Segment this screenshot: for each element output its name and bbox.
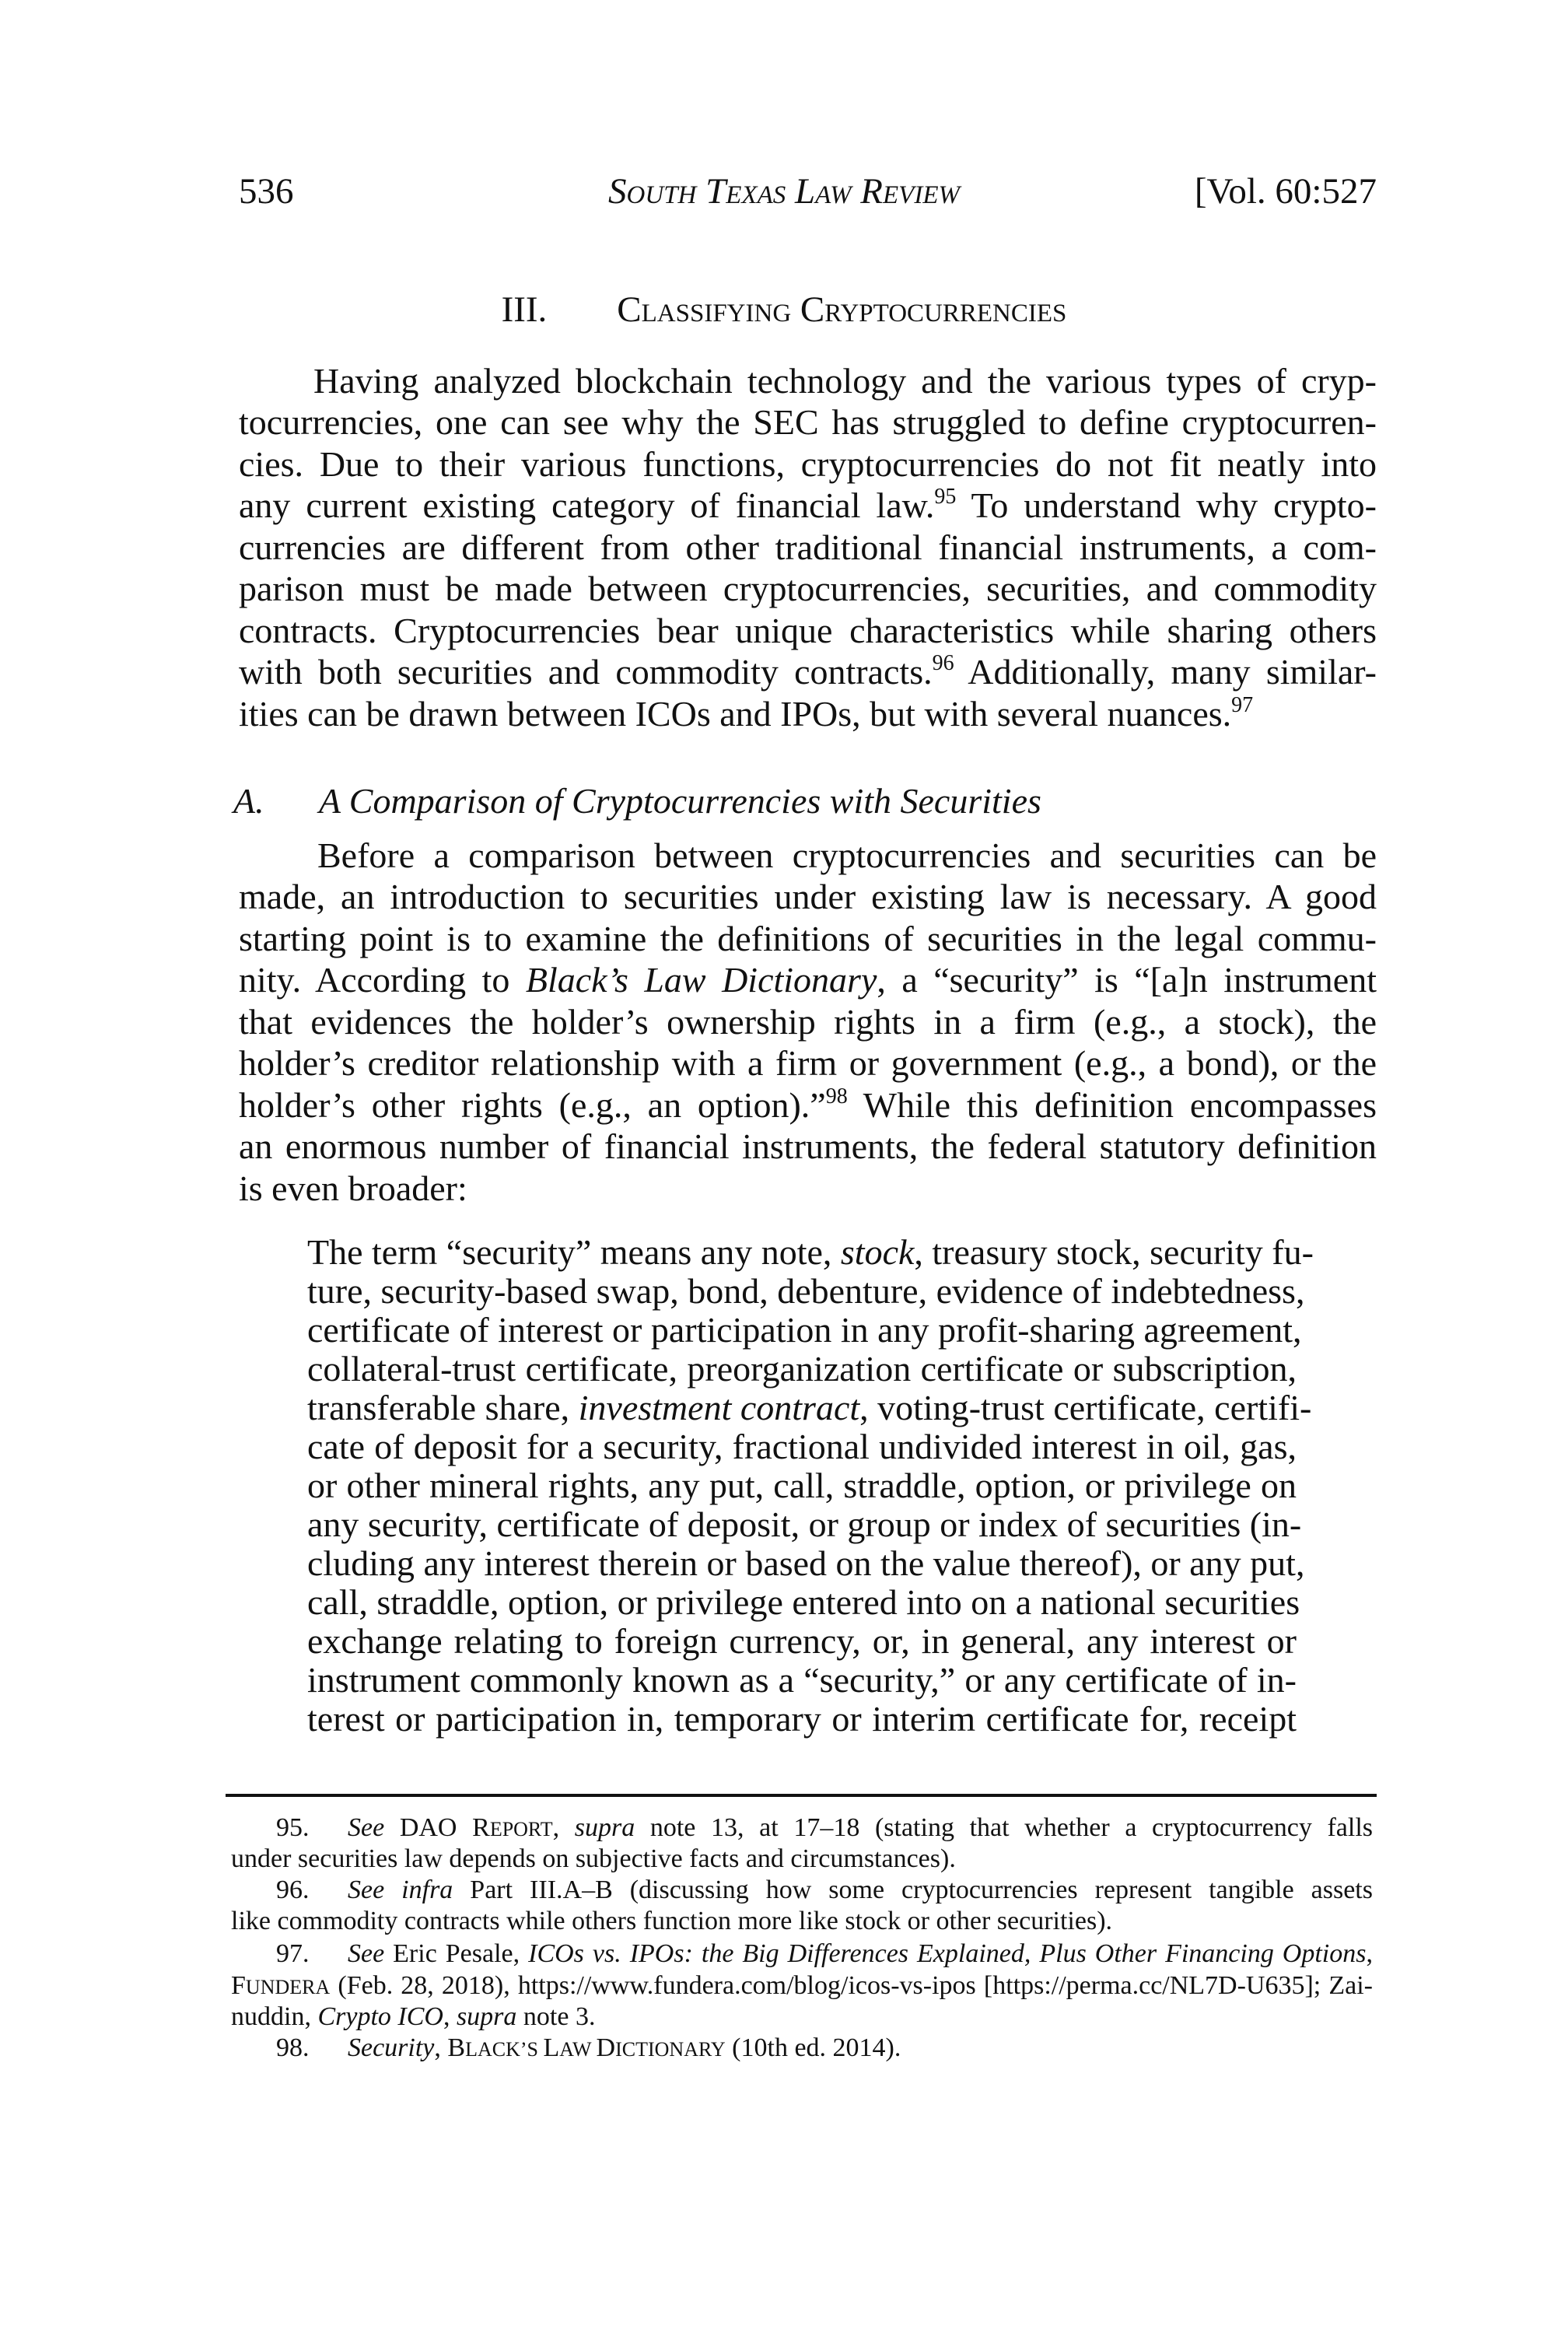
footnote-95-cont: under securities law depends on subjective facts and circumstances).	[231, 1844, 956, 1873]
author: Eric Pesale,	[384, 1939, 529, 1968]
footnote-98	[276, 2033, 1373, 2065]
section-title: A Comparison of Cryptocurrencies with Securities	[319, 781, 1041, 821]
footnote-number: 98.	[276, 2033, 310, 2062]
source: B	[447, 2033, 466, 2062]
quote-text: transferable share,	[307, 1388, 579, 1427]
quote-line	[307, 1231, 1314, 1273]
quote-line: collateral-trust certificate, preorganization certificate or subscription,	[307, 1349, 1297, 1389]
quote-emphasis: investment contract	[578, 1388, 860, 1427]
footnote-number: 97.	[276, 1939, 310, 1968]
footnote-number: 96.	[276, 1875, 310, 1904]
footnote-97-cont2	[231, 2002, 1373, 2033]
body-line: starting point is to examine the definitions of securities in the legal commu-	[239, 919, 1377, 958]
body-line: cies. Due to their various functions, cryptocurrencies do not fit neatly into	[239, 444, 1377, 484]
publisher-smallcaps: UNDERA	[245, 1976, 331, 1998]
punct: ,	[443, 2002, 457, 2031]
punct: ,	[434, 2033, 448, 2062]
part-heading	[0, 288, 1568, 331]
source-smallcaps: ICTIONARY	[615, 2038, 726, 2061]
footnote-text: (10th ed. 2014).	[725, 2033, 901, 2062]
source-smallcaps: LACK’S	[465, 2038, 544, 2061]
body-line	[239, 651, 1377, 693]
footnote-ref-97[interactable]: 97	[1231, 692, 1254, 717]
short-title: Crypto ICO	[317, 2002, 443, 2031]
footnote-text: note 13, at 17–18 (stating that whether a cryptocurrency falls	[635, 1813, 1374, 1842]
body-text: , a “security” is “[a]n instrument	[877, 960, 1377, 1000]
quote-line: ture, security-based swap, bond, debenture, evidence of indebtedness,	[307, 1271, 1305, 1311]
quote-line: certificate of interest or participation in any profit-sharing agreement,	[307, 1310, 1302, 1350]
source-smallcaps: AW	[559, 2038, 597, 2061]
body-line: contracts. Cryptocurrencies bear unique characteristics while sharing others	[239, 611, 1377, 650]
journal-title-text: South Texas Law Review	[608, 171, 960, 212]
quote-line: call, straddle, option, or privilege entered into on a national securities	[307, 1582, 1300, 1622]
signal: See infra	[348, 1875, 453, 1904]
article-title: ICOs vs. IPOs: the Big Differences Explained, Plus Other Financing Options	[528, 1939, 1367, 1968]
source-smallcaps: EPORT	[489, 1818, 553, 1840]
footnote-96-cont: like commodity contracts while others function more like stock or other securities).	[231, 1907, 1113, 1935]
footnote-95	[276, 1812, 1373, 1845]
body-text: ities can be drawn between ICOs and IPOs, but with several nuances.	[239, 694, 1232, 734]
body-line: made, an introduction to securities under existing law is necessary. A good	[239, 877, 1377, 916]
body-line: currencies are different from other traditional financial instruments, a com-	[239, 527, 1377, 567]
part-title: Classifying Cryptocurrencies	[617, 289, 1067, 330]
footnote-ref-98[interactable]: 98	[825, 1084, 848, 1108]
punct: ,	[552, 1813, 575, 1842]
body-text: holder’s other rights (e.g., an option).”	[239, 1085, 826, 1125]
quote-text: , treasury stock, security fu-	[914, 1232, 1314, 1272]
body-line	[239, 959, 1377, 1001]
footnote-97	[276, 1938, 1373, 1970]
body-line	[239, 693, 1377, 735]
quote-line: cate of deposit for a security, fractional undivided interest in oil, gas,	[307, 1427, 1297, 1466]
punct: ,	[1366, 1939, 1373, 1968]
body-text: with both securities and commodity contracts.	[239, 652, 933, 692]
quote-text: The term “security” means any note,	[307, 1232, 841, 1272]
body-text: any current existing category of financial law.	[239, 485, 935, 525]
body-text: nity. According to	[239, 960, 526, 1000]
footnote-96	[276, 1875, 1373, 1906]
entry-title: Security	[348, 2033, 435, 2062]
footnote-ref-96[interactable]: 96	[932, 650, 954, 675]
quote-line: instrument commonly known as a “security,” or any certificate of in-	[307, 1660, 1297, 1700]
signal: See	[348, 1939, 385, 1968]
signal: See	[348, 1813, 385, 1842]
body-line: parison must be made between cryptocurrencies, securities, and commodity	[239, 569, 1377, 608]
source: L	[543, 2033, 560, 2062]
body-line	[239, 1084, 1377, 1126]
footnote-97-cont	[231, 1970, 1373, 2003]
body-text: Additionally, many similar-	[954, 652, 1377, 692]
footnote-text[interactable]: (Feb. 28, 2018), https://www.fundera.com/blog/icos-vs-ipos [https://perma.cc/NL7D-U635]; Zai-	[330, 1971, 1373, 2000]
source: D	[596, 2033, 616, 2062]
cited-work-title: Black’s Law Dictionary	[525, 960, 877, 1000]
body-line: tocurrencies, one can see why the SEC has struggled to define cryptocurren-	[239, 402, 1377, 442]
section-letter: A.	[233, 781, 264, 821]
quote-line: or other mineral rights, any put, call, straddle, option, or privilege on	[307, 1466, 1297, 1505]
body-text: To understand why crypto-	[956, 485, 1377, 525]
source: DAO R	[399, 1813, 490, 1842]
quote-text: , voting-trust certificate, certifi-	[859, 1388, 1312, 1427]
body-text: While this definition encompasses	[847, 1085, 1377, 1125]
body-line: holder’s creditor relationship with a firm or government (e.g., a bond), or the	[239, 1043, 1377, 1083]
footnote-separator	[226, 1794, 1377, 1797]
footnote-number: 95.	[276, 1813, 310, 1842]
footnote-ref-95[interactable]: 95	[934, 484, 957, 509]
publisher: F	[231, 1971, 246, 2000]
footnote-text: note 3.	[516, 2002, 596, 2031]
quote-emphasis: stock	[840, 1232, 915, 1272]
quote-line: cluding any interest therein or based on the value thereof), or any put,	[307, 1543, 1305, 1583]
section-heading	[233, 780, 1041, 822]
part-number: III.	[501, 289, 548, 330]
body-line: an enormous number of financial instruments, the federal statutory definition	[239, 1126, 1377, 1166]
body-line: is even broader:	[239, 1168, 467, 1208]
footnote-text: nuddin,	[231, 2002, 318, 2031]
body-line: Before a comparison between cryptocurrencies and securities can be	[317, 835, 1377, 875]
quote-line	[307, 1387, 1312, 1429]
quote-line: any security, certificate of deposit, or group or index of securities (in-	[307, 1504, 1302, 1544]
supra: supra	[456, 2002, 517, 2031]
body-line	[239, 485, 1377, 527]
footnote-text: Part III.A–B (discussing how some cryptocurrencies represent tangible assets	[453, 1875, 1373, 1904]
volume-citation: [Vol. 60:527	[1194, 171, 1377, 212]
quote-line: terest or participation in, temporary or interim certificate for, receipt	[307, 1699, 1297, 1739]
body-line: Having analyzed blockchain technology and the various types of cryp-	[313, 361, 1377, 401]
supra: supra	[574, 1813, 635, 1842]
body-line: that evidences the holder’s ownership rights in a firm (e.g., a stock), the	[239, 1002, 1377, 1042]
quote-line: exchange relating to foreign currency, or, in general, any interest or	[307, 1621, 1297, 1661]
page-number: 536	[239, 171, 294, 212]
